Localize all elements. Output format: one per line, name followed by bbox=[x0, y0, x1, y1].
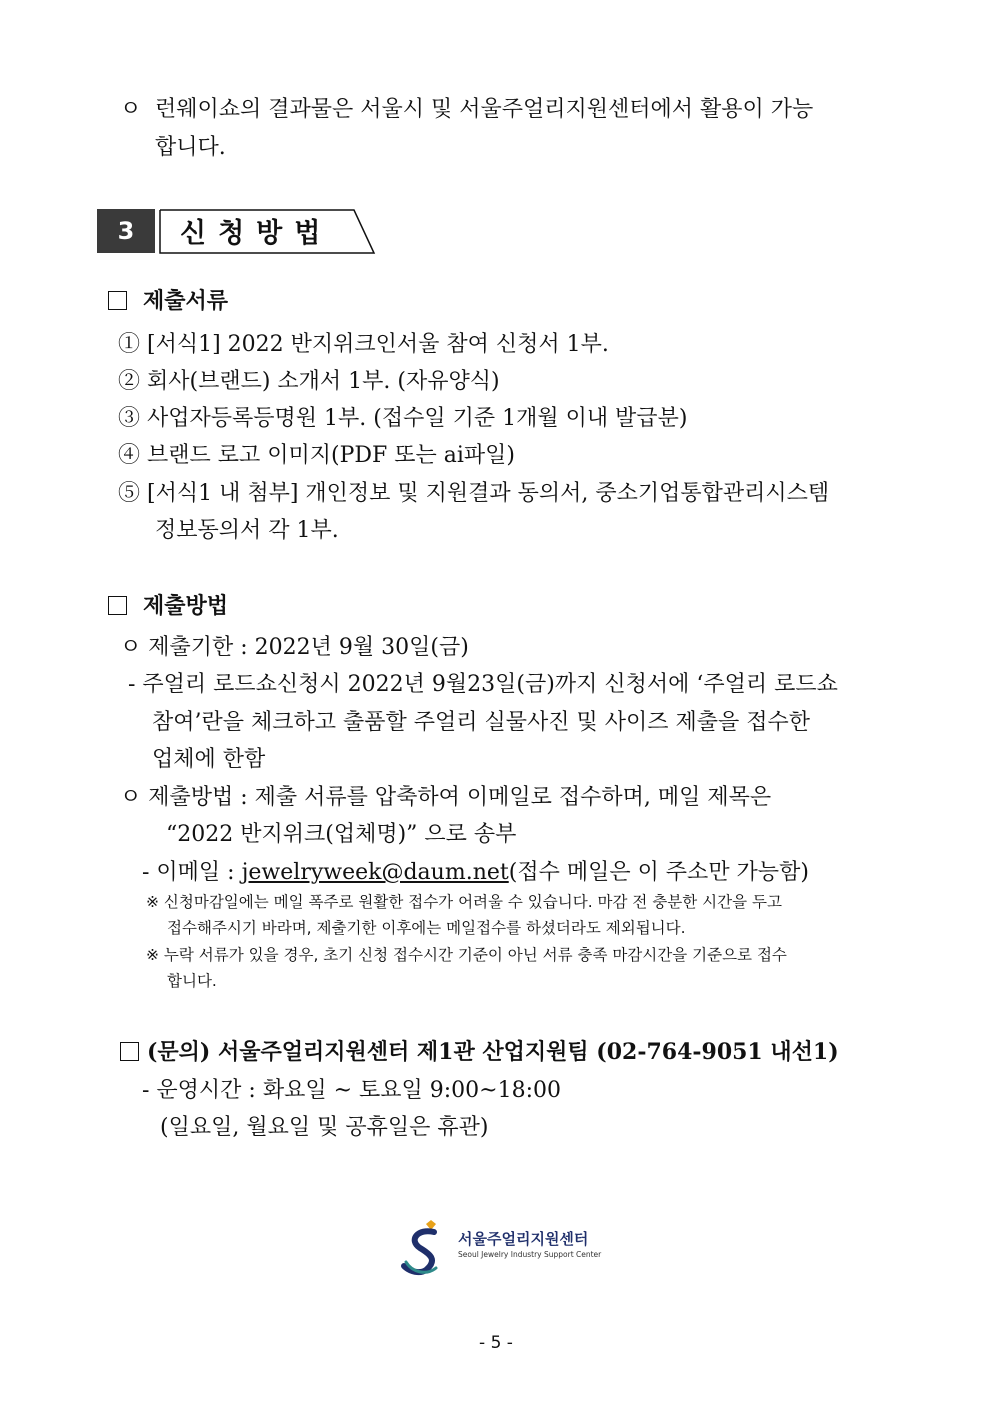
logo-name-ko: 서울주얼리지원센터 bbox=[458, 1230, 589, 1248]
note-2-line-1: ※ 누락 서류가 있을 경우, 초기 신청 접수시간 기준이 아닌 서류 충족 마감시간을 기준으로 접수 bbox=[146, 946, 787, 964]
center-logo bbox=[398, 1218, 602, 1278]
documents-heading-text: 제출서류 bbox=[143, 289, 229, 314]
contact-heading-text: (문의) 서울주얼리지원센터 제1관 산업지원팀 (02-764-9051 내선1) bbox=[147, 1039, 839, 1065]
document-item-5-cont: 정보동의서 각 1부. bbox=[155, 518, 339, 543]
method-how-line-2: “2022 반지위크(업체명)” 으로 송부 bbox=[166, 822, 517, 847]
checkbox-icon bbox=[108, 596, 127, 615]
roadshow-line-2: 참여’란을 체크하고 출품할 주얼리 실물사진 및 사이즈 제출을 접수한 bbox=[152, 710, 810, 735]
contact-closed: (일요일, 월요일 및 공휴일은 휴관) bbox=[160, 1115, 489, 1140]
roadshow-line-1: - 주얼리 로드쇼신청시 2022년 9월23일(금)까지 신청서에 ‘주얼리 로드쇼 bbox=[128, 672, 838, 697]
bullet-glyph: ㅇ bbox=[120, 97, 142, 122]
section-number: 3 bbox=[117, 217, 135, 245]
logo-symbol-icon bbox=[398, 1218, 456, 1278]
method-how-line-1: ㅇ 제출방법 : 제출 서류를 압축하여 이메일로 접수하며, 메일 제목은 bbox=[120, 785, 772, 810]
page-number: - 5 - bbox=[479, 1333, 513, 1353]
email-line bbox=[142, 855, 809, 886]
document-item-4: ④ 브랜드 로고 이미지(PDF 또는 ai파일) bbox=[118, 443, 516, 468]
method-heading bbox=[108, 589, 228, 620]
document-item-1: ① [서식1] 2022 반지위크인서울 참여 신청서 1부. bbox=[118, 332, 609, 357]
intro-line-1 bbox=[155, 92, 897, 123]
checkbox-icon bbox=[108, 291, 127, 310]
intro-text-1: 런웨이쇼의 결과물은 서울시 및 서울주얼리지원센터에서 활용이 가능 bbox=[155, 97, 814, 122]
contact-heading bbox=[120, 1035, 839, 1066]
method-heading-text: 제출방법 bbox=[143, 594, 229, 619]
note-2-line-2: 합니다. bbox=[167, 972, 217, 990]
email-prefix: - 이메일 : bbox=[142, 860, 242, 885]
section-title: 신청방법 bbox=[180, 217, 333, 249]
section-number-badge bbox=[97, 209, 155, 253]
document-item-2: ② 회사(브랜드) 소개서 1부. (자유양식) bbox=[118, 369, 500, 394]
email-link[interactable]: jewelryweek@daum.net bbox=[241, 860, 509, 885]
intro-bullet bbox=[120, 92, 141, 123]
email-suffix: (접수 메일은 이 주소만 가능함) bbox=[508, 860, 809, 885]
method-deadline: ㅇ 제출기한 : 2022년 9월 30일(금) bbox=[120, 635, 469, 660]
documents-heading bbox=[108, 284, 228, 315]
roadshow-line-3: 업체에 한함 bbox=[152, 747, 266, 772]
document-item-3: ③ 사업자등록등명원 1부. (접수일 기준 1개월 이내 발급분) bbox=[118, 406, 688, 431]
logo-name-en: Seoul Jewelry Industry Support Center bbox=[458, 1250, 602, 1259]
note-1-line-2: 접수해주시기 바라며, 제출기한 이후에는 메일접수를 하셨더라도 제외됩니다. bbox=[167, 919, 686, 937]
document-item-5: ⑤ [서식1 내 첨부] 개인정보 및 지원결과 동의서, 중소기업통합관리시스템 bbox=[118, 481, 830, 506]
checkbox-icon bbox=[120, 1042, 139, 1061]
note-1-line-1: ※ 신청마감일에는 메일 폭주로 원활한 접수가 어려울 수 있습니다. 마감 전 충분한 시간을 두고 bbox=[146, 893, 782, 911]
contact-hours: - 운영시간 : 화요일 ~ 토요일 9:00~18:00 bbox=[142, 1078, 561, 1103]
intro-line-2: 합니다. bbox=[155, 135, 226, 160]
